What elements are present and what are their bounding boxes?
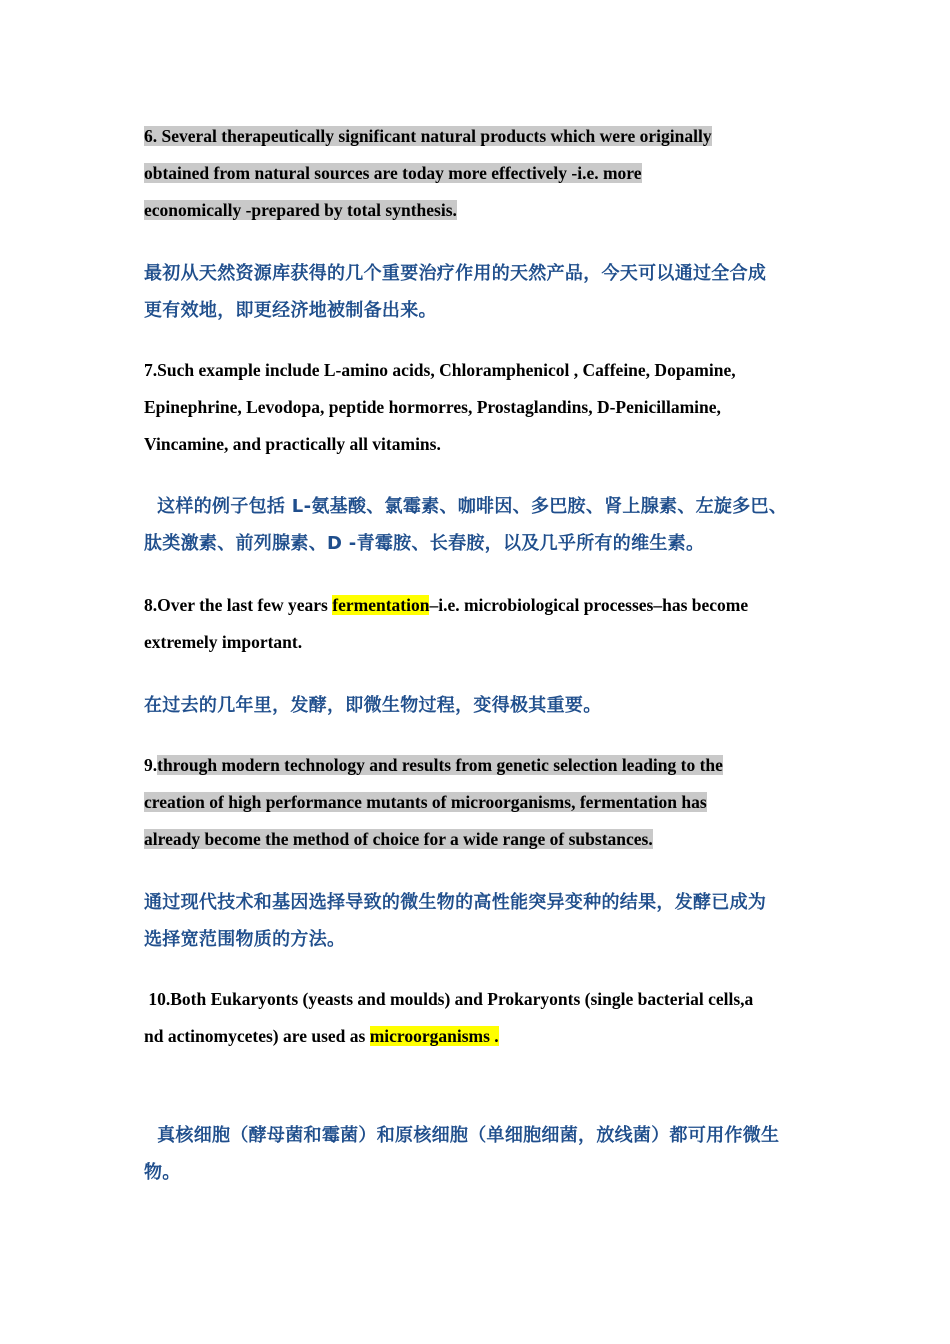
paragraph-7-line-3: Vincamine, and practically all vitamins.	[144, 434, 441, 454]
paragraph-7-chinese-line-2: 肽类激素、前列腺素、D -青霉胺、长春胺，以及几乎所有的维生素。	[144, 533, 705, 554]
paragraph-6-line-1: 6. Several therapeutically significant natural products which were originally	[144, 126, 712, 146]
paragraph-9-chinese-line-1: 通过现代技术和基因选择导致的微生物的高性能突异变种的结果，发酵已成为	[144, 892, 767, 913]
paragraph-10-english	[144, 981, 814, 1055]
paragraph-8-chinese	[144, 687, 814, 724]
paragraph-9-line-2: creation of high performance mutants of microorganisms, fermentation has	[144, 792, 707, 812]
paragraph-10-line-2	[144, 1018, 814, 1055]
paragraph-10-chinese-line-2: 物。	[144, 1162, 181, 1183]
paragraph-8-line-1	[144, 587, 814, 624]
paragraph-9-chinese-line-2: 选择宽范围物质的方法。	[144, 929, 346, 950]
paragraph-6-line-3: economically -prepared by total synthesis.	[144, 200, 457, 220]
highlight-microorganisms: microorganisms .	[369, 1026, 499, 1046]
paragraph-7-line-1: 7.Such example include L-amino acids, Chloramphenicol , Caffeine, Dopamine,	[144, 360, 736, 380]
paragraph-9-line-3: already become the method of choice for a wide range of substances.	[144, 829, 653, 849]
paragraph-9-chinese	[144, 884, 814, 958]
paragraph-10-chinese	[144, 1117, 814, 1191]
paragraph-7-chinese	[144, 488, 814, 562]
paragraph-6-line-2: obtained from natural sources are today more effectively -i.e. more	[144, 163, 642, 183]
paragraph-6-chinese	[144, 255, 814, 329]
paragraph-8-line-2: extremely important.	[144, 632, 303, 652]
paragraph-8-text-post: –i.e. microbiological processes–has become	[429, 595, 749, 615]
paragraph-10-line-1: 10.Both Eukaryonts (yeasts and moulds) and Prokaryonts (single bacterial cells,a	[144, 989, 754, 1009]
paragraph-6-english	[144, 118, 814, 229]
paragraph-8-chinese-line-1: 在过去的几年里，发酵，即微生物过程，变得极其重要。	[144, 695, 602, 716]
paragraph-9-line-1: 9.through modern technology and results from genetic selection leading to the	[144, 755, 723, 775]
paragraph-6-chinese-line-2: 更有效地，即更经济地被制备出来。	[144, 300, 437, 321]
paragraph-8-text-pre: Over the last few years	[157, 595, 333, 615]
paragraph-10-text-pre: nd actinomycetes) are used as	[144, 1026, 370, 1046]
paragraph-7-line-2: Epinephrine, Levodopa, peptide hormorres, Prostaglandins, D-Penicillamine,	[144, 397, 721, 417]
paragraph-9-number: 9.	[144, 755, 158, 775]
paragraph-8-number: 8.	[144, 595, 158, 615]
paragraph-10-chinese-line-1: 真核细胞（酵母菌和霉菌）和原核细胞（单细胞细菌，放线菌）都可用作微生	[144, 1125, 780, 1146]
paragraph-7-chinese-line-1: 这样的例子包括 L-氨基酸、氯霉素、咖啡因、多巴胺、肾上腺素、左旋多巴、	[144, 496, 788, 517]
highlight-fermentation: fermentation	[332, 595, 430, 615]
paragraph-8-english	[144, 587, 814, 661]
paragraph-9-english	[144, 747, 814, 858]
paragraph-6-chinese-line-1: 最初从天然资源库获得的几个重要治疗作用的天然产品，今天可以通过全合成	[144, 263, 767, 284]
paragraph-7-english	[144, 352, 814, 463]
